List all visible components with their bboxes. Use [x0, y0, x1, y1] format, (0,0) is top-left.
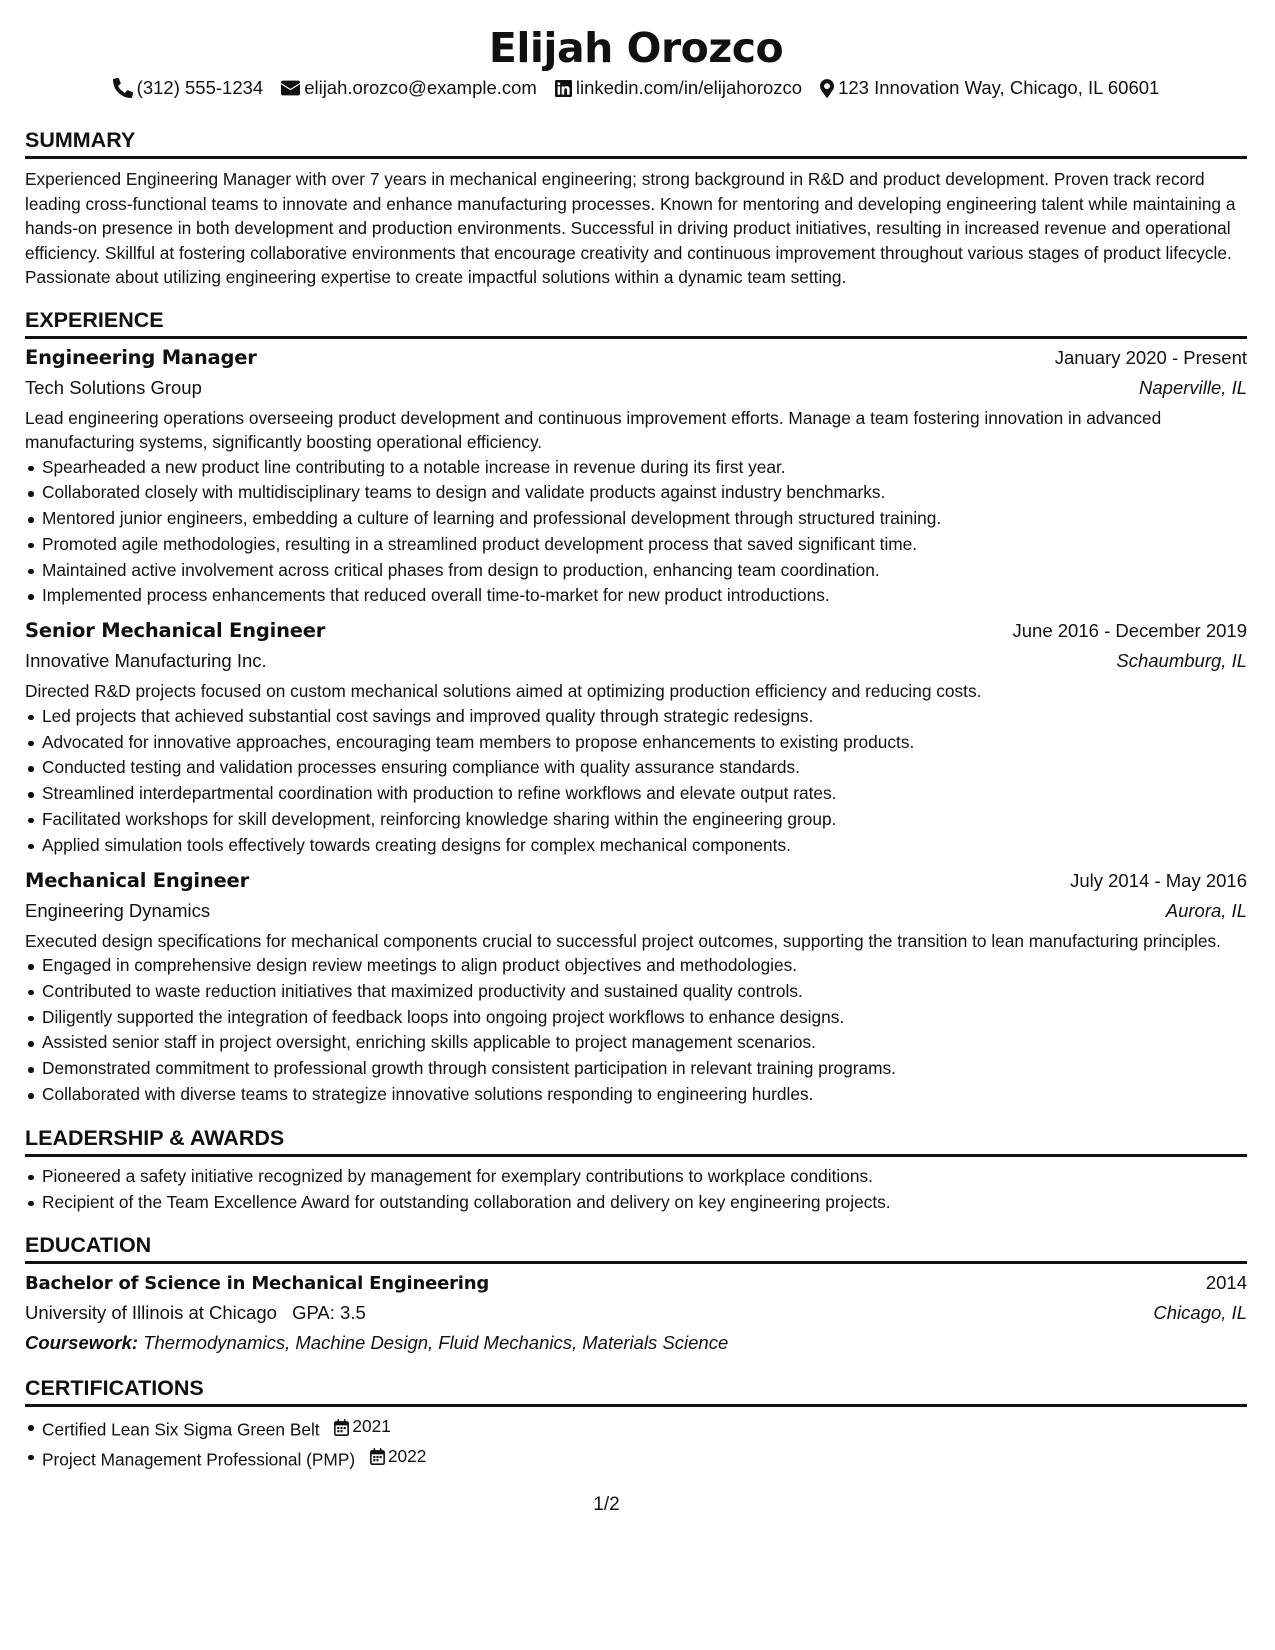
cert-year: 2021	[352, 1416, 391, 1437]
job-location: Aurora, IL	[1165, 899, 1247, 921]
section-title-education: EDUCATION	[25, 1231, 1247, 1264]
phone-text: (312) 555-1234	[136, 77, 264, 98]
linkedin-link[interactable]: linkedin.com/in/elijahorozco	[575, 77, 803, 98]
leadership-section	[25, 1124, 1247, 1216]
list-item: Demonstrated commitment to professional growth through consistent participation in relevant training programs.	[25, 1056, 1247, 1082]
calendar-icon	[370, 1448, 385, 1465]
list-item: Collaborated closely with multidisciplinary teams to design and validate products against industry benchmarks.	[25, 480, 1247, 506]
job-header	[25, 866, 1247, 896]
section-title-leadership: LEADERSHIP & AWARDS	[25, 1124, 1247, 1157]
cert-year-group	[334, 1414, 390, 1440]
education-school-line	[25, 1298, 366, 1328]
job-company: Tech Solutions Group	[25, 376, 202, 398]
section-title-certifications: CERTIFICATIONS	[25, 1374, 1247, 1407]
list-item: Assisted senior staff in project oversight, enriching skills applicable to project management scenarios.	[25, 1030, 1247, 1056]
cert-name: Project Management Professional (PMP)	[42, 1449, 356, 1470]
list-item: Advocated for innovative approaches, encouraging team members to propose enhancements to existing products.	[25, 730, 1247, 756]
contact-linkedin[interactable]	[555, 76, 802, 100]
job-subheader	[25, 373, 1247, 403]
job-bullets	[25, 455, 1247, 610]
coursework-label: Coursework:	[25, 1332, 139, 1354]
job-title: Engineering Manager	[25, 345, 257, 369]
job-bullets	[25, 704, 1247, 859]
contact-address	[820, 76, 1159, 100]
education-location: Chicago, IL	[1153, 1302, 1247, 1324]
job-subheader	[25, 896, 1247, 926]
list-item: Streamlined interdepartmental coordination with production to refine workflows and elevate output rates.	[25, 781, 1247, 807]
email-link[interactable]: elijah.orozco@example.com	[304, 77, 537, 98]
list-item: Promoted agile methodologies, resulting in a streamlined product development process that saved significant time.	[25, 532, 1247, 558]
certifications-section	[25, 1374, 1247, 1472]
calendar-icon	[334, 1419, 349, 1436]
page-number: 1/2	[593, 1494, 620, 1515]
experience-section	[25, 306, 1247, 1108]
job-dates: July 2014 - May 2016	[1070, 869, 1247, 891]
list-item: Engaged in comprehensive design review meetings to align product objectives and methodologies.	[25, 953, 1247, 979]
resume-page	[25, 22, 1247, 1473]
cert-year: 2022	[387, 1445, 427, 1466]
section-title-summary: SUMMARY	[25, 126, 1247, 159]
education-header	[25, 1268, 1247, 1298]
list-item: Recipient of the Team Excellence Award for outstanding collaboration and delivery on key engineering projects.	[25, 1190, 1247, 1216]
summary-text: Experienced Engineering Manager with over 7 years in mechanical engineering; strong background in R&D and product development. Proven track record leading cross-functional teams to innovate and enhance manufacturing processes. Known for mentoring and developing engineering talent while maintaining a hands-on presence in both development and production environments. Successful in driving product initiatives, resulting in increased revenue and operational efficiency. Skillful at fostering collaborative environments that encourage creativity and continuous improvement throughout various stages of product lifecycle. Passionate about utilizing engineering expertise to create impactful solutions within a dynamic team setting.	[25, 169, 1236, 287]
education-subheader	[25, 1298, 1247, 1328]
coursework-text: Thermodynamics, Machine Design, Fluid Mechanics, Materials Science	[143, 1332, 729, 1354]
education-gpa: GPA: 3.5	[292, 1302, 366, 1324]
job-company: Engineering Dynamics	[25, 899, 211, 921]
candidate-name: Elijah Orozco	[488, 24, 784, 72]
contact-phone	[113, 76, 264, 100]
education-school: University of Illinois at Chicago	[25, 1302, 277, 1324]
job-entry	[25, 866, 1247, 1108]
address-text: 123 Innovation Way, Chicago, IL 60601	[838, 77, 1160, 98]
job-bullets	[25, 953, 1247, 1108]
job-entry	[25, 343, 1247, 610]
cert-name: Certified Lean Six Sigma Green Belt	[42, 1419, 320, 1440]
certifications-list	[25, 1414, 1247, 1472]
contact-bar	[25, 76, 1247, 100]
list-item: Led projects that achieved substantial cost savings and improved quality through strategic redesigns.	[25, 704, 1247, 730]
list-item: Conducted testing and validation processes ensuring compliance with quality assurance standards.	[25, 755, 1247, 781]
job-company: Innovative Manufacturing Inc.	[25, 650, 267, 672]
education-coursework	[25, 1328, 1247, 1357]
education-degree: Bachelor of Science in Mechanical Engineering	[25, 1273, 490, 1295]
job-header	[25, 616, 1247, 646]
list-item: Applied simulation tools effectively towards creating designs for complex mechanical components.	[25, 833, 1247, 859]
job-entry	[25, 616, 1247, 858]
list-item	[25, 1444, 1247, 1473]
list-item: Maintained active involvement across critical phases from design to production, enhancing team coordination.	[25, 558, 1247, 584]
job-dates: January 2020 - Present	[1054, 346, 1247, 368]
job-title: Mechanical Engineer	[25, 868, 249, 892]
job-location: Naperville, IL	[1139, 376, 1247, 398]
section-title-experience: EXPERIENCE	[25, 306, 1247, 339]
job-subheader	[25, 646, 1247, 676]
job-title: Senior Mechanical Engineer	[25, 619, 326, 643]
envelope-icon	[281, 80, 300, 96]
list-item: Implemented process enhancements that reduced overall time-to-market for new product introductions.	[25, 583, 1247, 609]
list-item: Pioneered a safety initiative recognized by management for exemplary contributions to workplace conditions.	[25, 1164, 1247, 1190]
contact-email[interactable]	[281, 76, 537, 100]
list-item: Collaborated with diverse teams to strategize innovative solutions responding to engineering hurdles.	[25, 1082, 1247, 1108]
list-item	[25, 1414, 1247, 1443]
job-dates: June 2016 - December 2019	[1012, 620, 1247, 642]
summary-section	[25, 126, 1247, 290]
cert-year-group	[370, 1444, 426, 1470]
phone-icon	[113, 78, 133, 98]
list-item: Contributed to waste reduction initiatives that maximized productivity and sustained quality controls.	[25, 979, 1247, 1005]
education-section	[25, 1231, 1247, 1357]
job-description: Directed R&D projects focused on custom mechanical solutions aimed at optimizing production efficiency and reducing costs.	[25, 681, 982, 702]
list-item: Spearheaded a new product line contributing to a notable increase in revenue during its first year.	[25, 455, 1247, 481]
job-description: Executed design specifications for mechanical components crucial to successful project outcomes, supporting the transition to lean manufacturing principles.	[25, 930, 1221, 951]
list-item: Diligently supported the integration of feedback loops into ongoing project workflows to enhance designs.	[25, 1005, 1247, 1031]
linkedin-icon	[555, 80, 572, 97]
job-header	[25, 343, 1247, 373]
job-description: Lead engineering operations overseeing product development and continuous improvement efforts. Manage a team fostering innovation in advanced manufacturing systems, significantly boosting operational efficiency.	[25, 407, 1162, 452]
leadership-bullets	[25, 1164, 1247, 1216]
job-location: Schaumburg, IL	[1116, 650, 1247, 672]
list-item: Facilitated workshops for skill development, reinforcing knowledge sharing within the engineering group.	[25, 807, 1247, 833]
list-item: Mentored junior engineers, embedding a culture of learning and professional development through structured training.	[25, 506, 1247, 532]
map-pin-icon	[820, 79, 834, 98]
education-year: 2014	[1205, 1272, 1247, 1294]
